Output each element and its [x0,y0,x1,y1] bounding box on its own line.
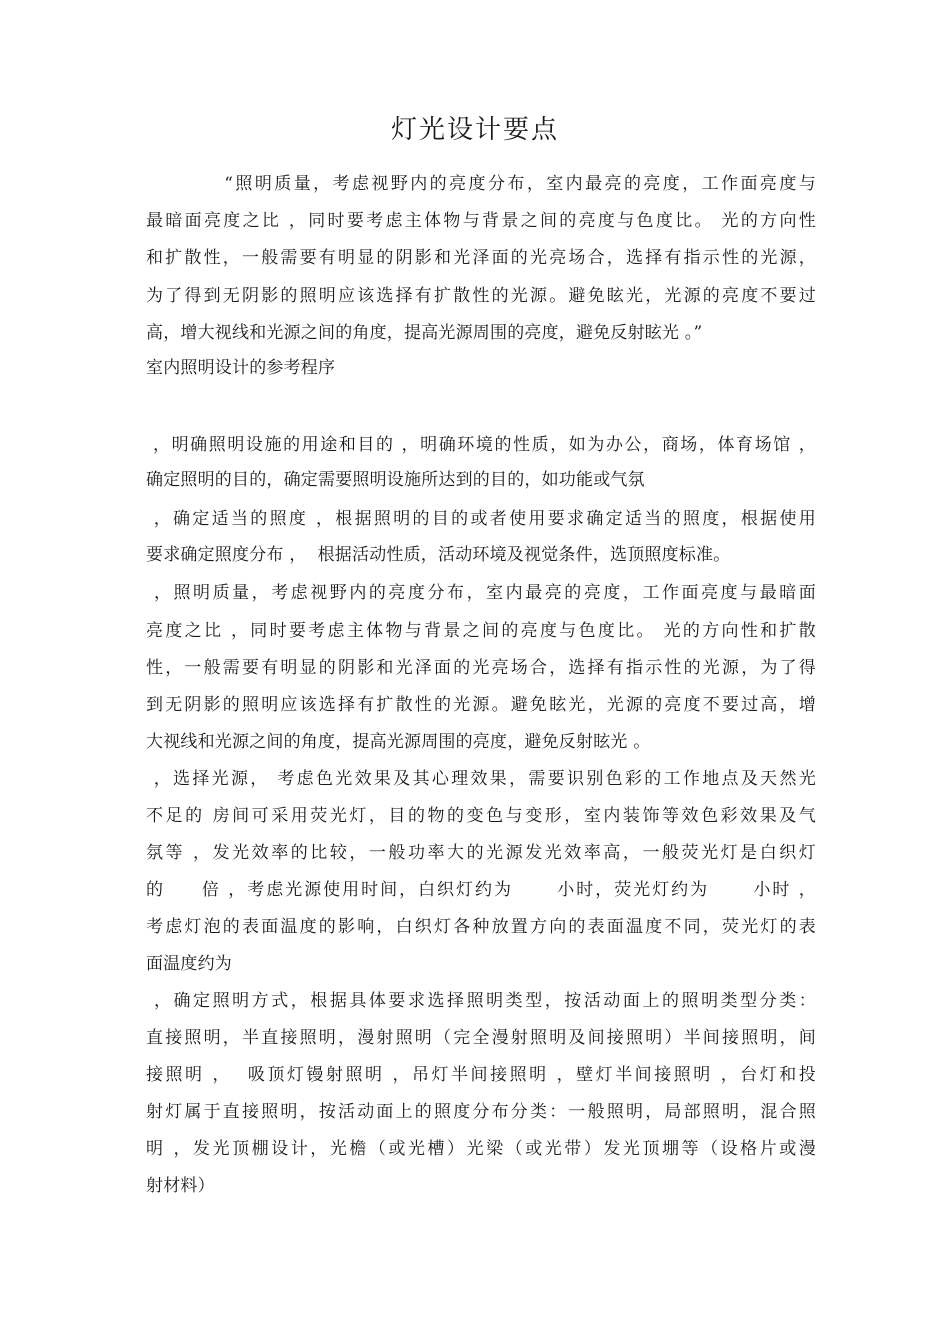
body-line: 明 ，发光顶棚设计，光檐（或光槽）光梁（或光带）发光顶堋等（设格片或漫 [146,1139,816,1159]
body-line: ，确定适当的照度 ，根据照明的目的或者使用要求确定适当的照度，根据使用 [146,509,816,529]
intro-line: “照明质量，考虑视野内的亮度分布，室内最亮的亮度，工作面亮度与 [146,174,816,194]
body-line: 亮度之比 ，同时要考虑主体物与背景之间的亮度与色度比。 光的方向性和扩散 [146,621,816,641]
intro-line: 高，增大视线和光源之间的角度，提高光源周围的亮度，避免反射眩光 。” [146,323,703,343]
body-line: 不足的 房间可采用荧光灯，目的物的变色与变形，室内装饰等效色彩效果及气 [146,806,816,826]
body-line: 考虑灯泡的表面温度的影响，白织灯各种放置方向的表面温度不同，荧光灯的表 [146,917,816,937]
body-line: 要求确定照度分布 ， 根据活动性质，活动环境及视觉条件，选顶照度标准。 [146,545,731,565]
body-line: ，确定照明方式，根据具体要求选择照明类型，按活动面上的照明类型分类： [146,991,816,1011]
body-line: 到无阴影的照明应该选择有扩散性的光源。避免眩光，光源的亮度不要过高，增 [146,695,816,715]
intro-line: 和扩散性，一般需要有明显的阴影和光泽面的光亮场合，选择有指示性的光源， [146,248,816,268]
body-line: 氛等 ，发光效率的比较，一般功率大的光源发光效率高，一般荧光灯是白织灯 [146,843,816,863]
body-line: 大视线和光源之间的角度，提高光源周围的亮度，避免反射眩光 。 [146,732,651,752]
section-heading: 室内照明设计的参考程序 [146,358,336,378]
intro-line: 最暗面亮度之比 ，同时要考虑主体物与背景之间的亮度与色度比。 光的方向性 [146,211,816,231]
body-line: 面温度约为 [146,954,232,974]
intro-line: 为了得到无阴影的照明应该选择有扩散性的光源。避免眩光，光源的亮度不要过 [146,286,816,306]
body-line: 射材料） [146,1176,215,1196]
body-line: 性，一般需要有明显的阴影和光泽面的光亮场合，选择有指示性的光源，为了得 [146,658,816,678]
body-line: 确定照明的目的，确定需要照明设施所达到的目的，如功能或气氛 [146,470,645,490]
body-line: ，明确照明设施的用途和目的 ，明确环境的性质，如为办公，商场，体育场馆 ， [146,435,816,455]
body-line: 接照明 ， 吸顶灯镘射照明 ，吊灯半间接照明 ，壁灯半间接照明 ，台灯和投 [146,1065,816,1085]
body-line: 射灯属于直接照明，按活动面上的照度分布分类：一般照明，局部照明，混合照 [146,1102,816,1122]
body-line: ，选择光源， 考虑色光效果及其心理效果，需要识别色彩的工作地点及天然光 [146,769,816,789]
body-line: 直接照明，半直接照明，漫射照明（完全漫射照明及间接照明）半间接照明，间 [146,1028,816,1048]
page-title: 灯光设计要点 [390,115,559,145]
body-line: ，照明质量，考虑视野内的亮度分布，室内最亮的亮度，工作面亮度与最暗面 [146,583,816,603]
body-line: 的 倍 ，考虑光源使用时间，白织灯约为 小时，荧光灯约为 小时 ， [146,880,816,900]
